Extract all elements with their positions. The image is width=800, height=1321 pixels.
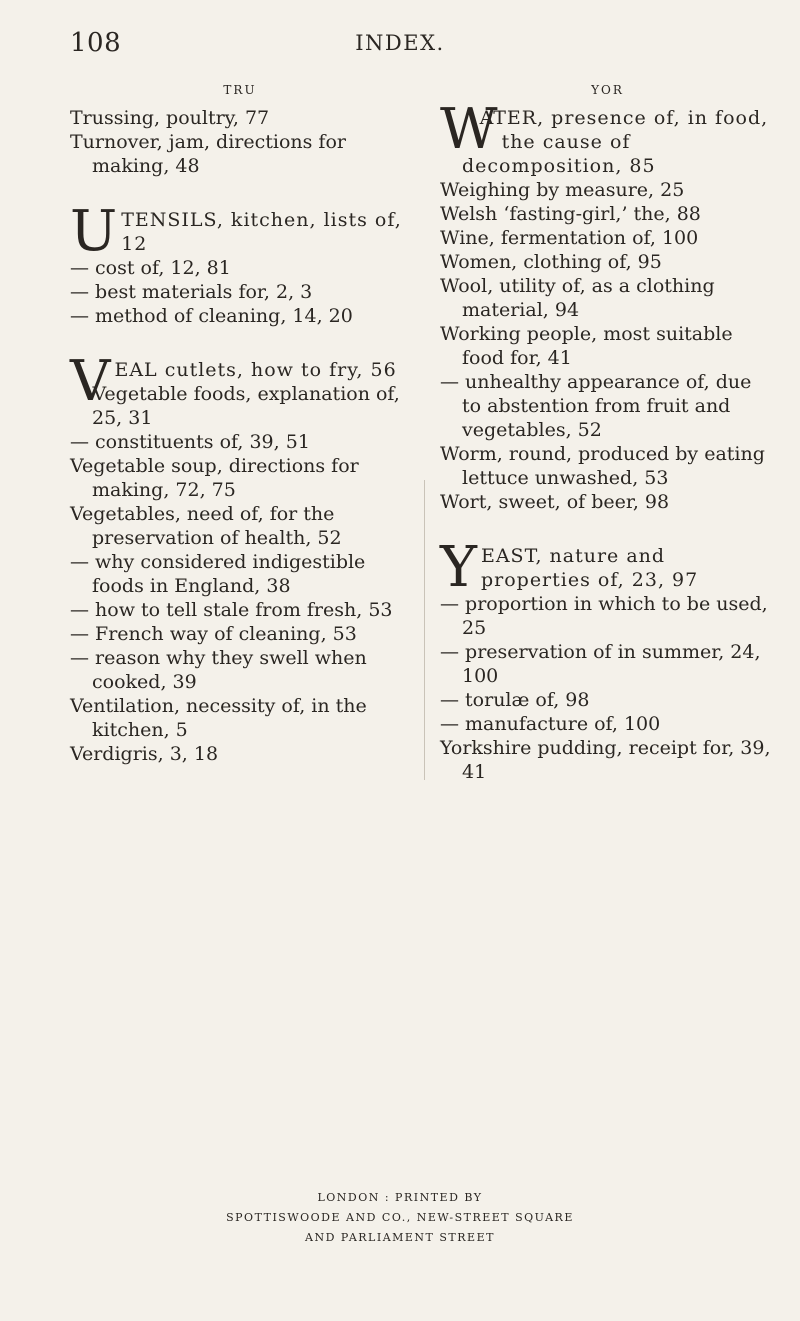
column-divider bbox=[424, 480, 425, 780]
index-entry: Working people, most suitable food for, 41 bbox=[440, 323, 733, 369]
left-column bbox=[70, 78, 410, 766]
index-entry: — preservation of in summer, 24, 100 bbox=[440, 641, 761, 687]
index-head-entry: YEAST, nature and properties of, 23, 97 bbox=[440, 544, 775, 592]
printer-imprint bbox=[0, 1188, 800, 1248]
index-entry: Trussing, poultry, 77 bbox=[70, 107, 270, 129]
index-entry: — manufacture of, 100 bbox=[440, 713, 661, 735]
index-entry: — why considered indigestible foods in England, 38 bbox=[70, 551, 366, 597]
index-entry: — constituents of, 39, 51 bbox=[70, 431, 310, 453]
guide-word-left: TRU bbox=[223, 83, 257, 97]
index-entry: Vegetables, need of, for the preservation of health, 52 bbox=[70, 503, 342, 549]
index-entry: Vegetable soup, directions for making, 72, 75 bbox=[70, 455, 359, 501]
index-entry: Wool, utility of, as a clothing material, 94 bbox=[440, 275, 715, 321]
index-group-y bbox=[440, 535, 775, 784]
index-group-v bbox=[70, 349, 410, 766]
index-entry: — unhealthy appearance of, due to abstention from fruit and vegetables, 52 bbox=[440, 371, 752, 441]
drop-cap-initial: W bbox=[440, 97, 498, 162]
imprint-line: LONDON : PRINTED BY bbox=[317, 1191, 483, 1204]
imprint-line: AND PARLIAMENT STREET bbox=[305, 1231, 495, 1244]
index-entry: — method of cleaning, 14, 20 bbox=[70, 305, 353, 327]
index-entry: — proportion in which to be used, 25 bbox=[440, 593, 768, 639]
index-group-w bbox=[440, 97, 775, 514]
drop-cap-initial: Y bbox=[440, 535, 477, 600]
index-entry: Turnover, jam, directions for making, 48 bbox=[70, 131, 346, 177]
index-head-entry: VEAL cutlets, how to fry, 56 bbox=[70, 358, 410, 382]
index-entry: Weighing by measure, 25 bbox=[440, 179, 685, 201]
index-entry: Worm, round, produced by eating lettuce unwashed, 53 bbox=[440, 443, 765, 489]
index-group-u bbox=[70, 199, 410, 328]
index-entry: Yorkshire pudding, receipt for, 39, 41 bbox=[440, 737, 771, 783]
index-entry: Welsh ‘fasting-girl,’ the, 88 bbox=[440, 203, 701, 225]
index-entry: — how to tell stale from fresh, 53 bbox=[70, 599, 393, 621]
index-entry: — best materials for, 2, 3 bbox=[70, 281, 313, 303]
index-head-entry: UTENSILS, kitchen, lists of, 12 bbox=[70, 208, 410, 256]
imprint-line: SPOTTISWOODE AND CO., NEW-STREET SQUARE bbox=[226, 1211, 574, 1224]
index-entry: Wine, fermentation of, 100 bbox=[440, 227, 699, 249]
index-entry: — torulæ of, 98 bbox=[440, 689, 590, 711]
index-entry: Vegetable foods, explanation of, 25, 31 bbox=[92, 383, 400, 429]
index-entry: Wort, sweet, of beer, 98 bbox=[440, 491, 670, 513]
guide-word-right: YOR bbox=[591, 83, 624, 97]
index-entry: Ventilation, necessity of, in the kitchen, 5 bbox=[70, 695, 367, 741]
page-number: 108 bbox=[70, 28, 122, 58]
right-column bbox=[440, 78, 775, 784]
drop-cap-initial: V bbox=[70, 349, 111, 414]
index-entry: — reason why they swell when cooked, 39 bbox=[70, 647, 367, 693]
index-entry: Women, clothing of, 95 bbox=[440, 251, 662, 273]
index-entry: — cost of, 12, 81 bbox=[70, 257, 231, 279]
running-head: INDEX. bbox=[355, 31, 445, 55]
index-entry: — French way of cleaning, 53 bbox=[70, 623, 357, 645]
index-head-entry: W ATER, presence of, in food, the cause of decomposition, 85 bbox=[440, 97, 769, 177]
drop-cap-initial: U bbox=[70, 199, 118, 264]
index-group-t bbox=[70, 106, 410, 178]
index-entry: Verdigris, 3, 18 bbox=[70, 743, 219, 765]
